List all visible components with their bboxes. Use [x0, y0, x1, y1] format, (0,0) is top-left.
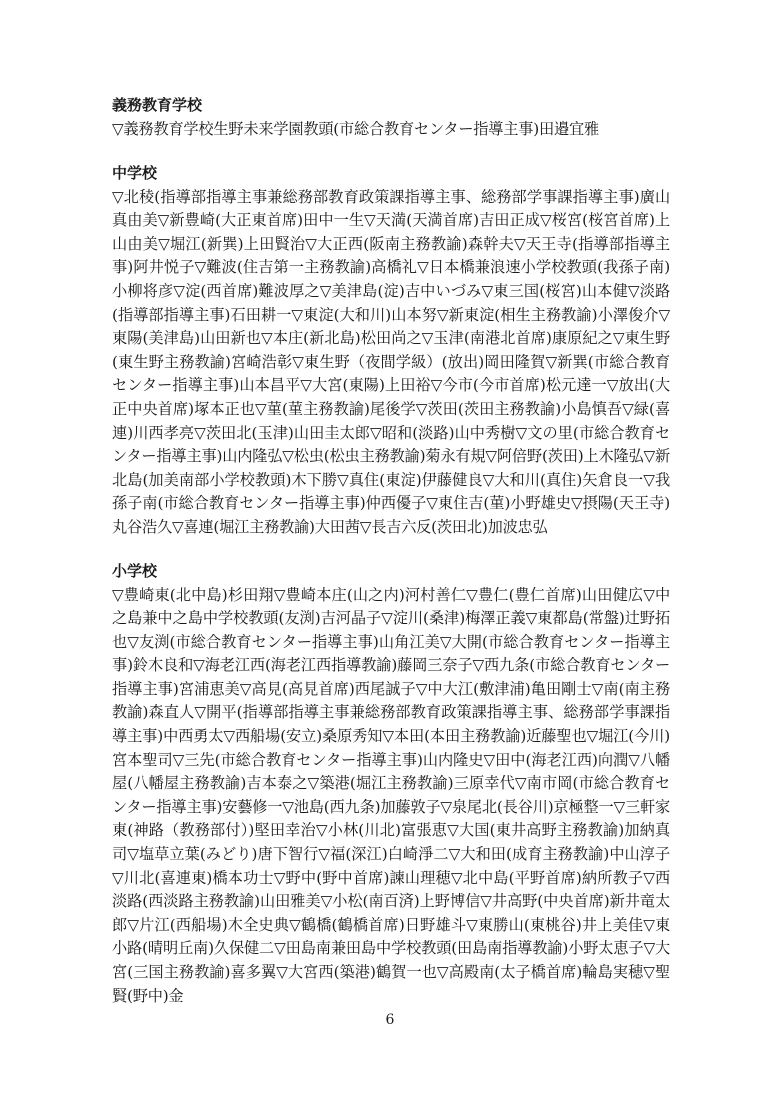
section-heading: 小学校 [112, 561, 158, 580]
section-heading: 義務教育学校 [112, 96, 203, 114]
section-elementary-school [112, 560, 670, 1009]
section-text: ▽義務教育学校生野未来学園教頭(市総合教育センター指導主事)田邉宜雅 [112, 120, 599, 138]
document-page [112, 94, 670, 1028]
section-text: ▽豊崎東(北中島)杉田翔▽豊崎本庄(山之内)河村善仁▽豊仁(豊仁首席)山田健広▽中之島兼中之島中学校教頭(友渕)吉河晶子▽淀川(桑津)梅澤正義▽東都島(常盤)辻野拓也▽友渕(市総合教育センター指導主事)山角江美▽大開(市総合教育センター指導主事)鈴木良和▽海老江西(海老江西指導教諭)藤岡三奈子▽西九条(市総合教育センター指導主事)宮浦恵美▽高見(高見首席)西尾誠子▽中大江(敷津浦)亀田剛士▽南(南主務教諭)森直人▽開平(指導部指導主事兼総務部教育政策課指導主事、総務部学事課指導主事)中西勇太▽西船場(安立)桑原秀知▽本田(本田主務教諭)近藤聖也▽堀江(今川)宮本聖司▽三先(市総合教育センター指導主事)山内隆史▽田中(海老江西)向潤▽八幡屋(八幡屋主務教諭)吉本泰之▽築港(堀江主務教諭)三原幸代▽南市岡(市総合教育センター指導主事)安藝修一▽池島(西九条)加藤敦子▽泉尾北(長谷川)京極整一▽三軒家東(神路（教務部付）)堅田幸治▽小林(川北)富張恵▽大国(東井高野主務教諭)加納真司▽塩草立葉(みどり)唐下智行▽福(深江)白崎淨二▽大和田(成育主務教諭)中山淳子▽川北(喜連東)橋本功士▽野中(野中首席)諫山理穂▽北中島(平野首席)納所教子▽西淡路(西淡路主務教諭)山田雅美▽小松(南百済)上野博信▽井高野(中央首席)新井竜太郎▽片江(西船場)木全史典▽鶴橋(鶴橋首席)日野雄斗▽東勝山(東桃谷)井上美佳▽東小路(晴明丘南)久保健二▽田島南兼田島中学校教頭(田島南指導教諭)小野太恵子▽大宮(三国主務教諭)喜多翼▽大宮西(築港)鶴賀一也▽高殿南(太子橋首席)輪島実穂▽聖賢(野中)金 [112, 585, 670, 1005]
section-compulsory-education-school [112, 94, 670, 142]
section-junior-high-school [112, 162, 670, 540]
page-number: 6 [385, 1012, 395, 1028]
section-heading: 中学校 [112, 163, 158, 182]
section-text: ▽北稜(指導部指導主事兼総務部教育政策課指導主事、総務部学事課指導主事)廣山真由美▽新豊崎(大正東首席)田中一生▽天満(天満首席)吉田正成▽桜宮(桜宮首席)上山由美▽堀江(新巽)上田賢治▽大正西(阪南主務教諭)森幹夫▽天王寺(指導部指導主事)阿井悦子▽難波(住吉第一主務教諭)高橋礼▽日本橋兼浪速小学校教頭(我孫子南)小柳将彦▽淀(西首席)難波厚之▽美津島(淀)吉中いづみ▽東三国(桜宮)山本健▽淡路(指導部指導主事)石田耕一▽東淀(大和川)山本努▽新東淀(相生主務教諭)小澤俊介▽東陽(美津島)山田新也▽本庄(新北島)松田尚之▽玉津(南港北首席)康原紀之▽東生野(東生野主務教諭)宮崎浩彰▽東生野（夜間学級）(放出)岡田隆賀▽新巽(市総合教育センター指導主事)山本昌平▽大宮(東陽)上田裕▽今市(今市首席)松元達一▽放出(大正中央首席)塚本正也▽菫(菫主務教諭)尾後学▽茨田(茨田主務教諭)小島慎吾▽緑(喜連)川西孝亮▽茨田北(玉津)山田圭太郎▽昭和(淡路)山中秀樹▽文の里(市総合教育センター指導主事)山内隆弘▽松虫(松虫主務教諭)菊永有規▽阿倍野(茨田)上木隆弘▽新北島(加美南部小学校教頭)木下勝▽真住(東淀)伊藤健良▽大和川(真住)矢倉良一▽我孫子南(市総合教育センター指導主事)仲西優子▽東住吉(菫)小野雄史▽摂陽(天王寺)丸谷浩久▽喜連(堀江主務教諭)大田茜▽長吉六反(茨田北)加波忠弘 [112, 187, 670, 536]
